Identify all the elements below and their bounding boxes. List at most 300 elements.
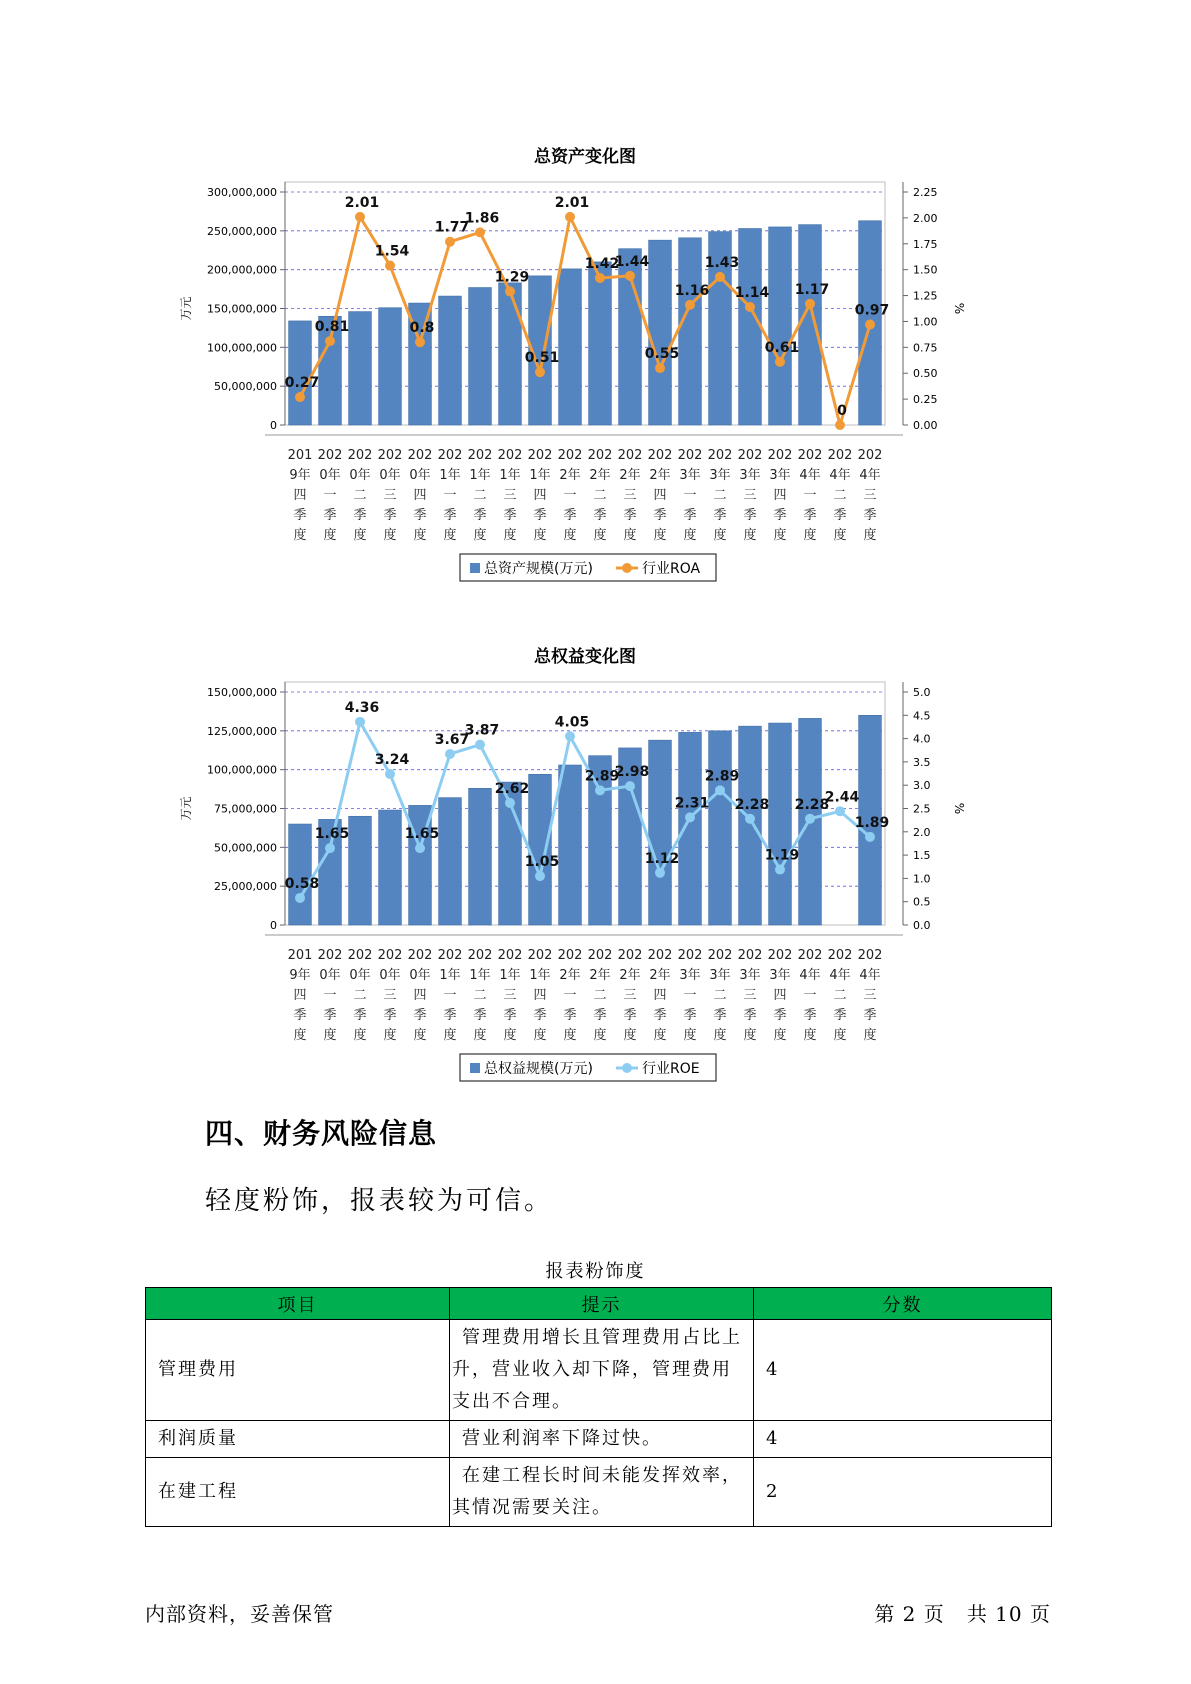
x-tick-label: 季 [443, 508, 457, 523]
x-tick-label: 三 [863, 988, 877, 1003]
y-tick-label: 0 [270, 419, 277, 432]
bar [469, 288, 492, 425]
bar [589, 262, 612, 425]
line-point [625, 271, 635, 281]
x-tick-label: 度 [293, 528, 307, 543]
row-score: 2 [754, 1458, 1052, 1527]
line-point [415, 337, 425, 347]
x-tick-label: 202 [767, 448, 793, 463]
y2-tick-label: 3.5 [913, 755, 931, 769]
legend-bar-swatch [470, 1063, 480, 1073]
data-label: 1.42 [584, 255, 620, 272]
x-tick-label: 202 [377, 448, 403, 463]
x-tick-label: 季 [473, 508, 487, 523]
line-point [805, 299, 815, 309]
x-tick-label: 季 [593, 508, 607, 523]
footer-page-number: 第 2 页 共 10 页 [874, 1602, 1051, 1626]
data-label: 2.62 [494, 780, 530, 797]
x-tick-label: 季 [353, 1008, 367, 1023]
x-tick-label: 四 [533, 488, 547, 503]
data-label: 3.67 [434, 731, 470, 748]
x-tick-label: 度 [533, 1028, 547, 1043]
x-tick-label: 度 [593, 1028, 607, 1043]
x-tick-label: 202 [737, 448, 763, 463]
x-tick-label: 202 [317, 448, 343, 463]
x-tick-label: 季 [653, 1008, 667, 1023]
x-tick-label: 一 [683, 988, 697, 1003]
x-tick-label: 二 [833, 988, 847, 1003]
x-tick-label: 一 [443, 488, 457, 503]
x-tick-label: 3年 [769, 468, 791, 483]
x-tick-label: 1年 [499, 968, 521, 983]
bar [769, 723, 792, 925]
bar [739, 726, 762, 925]
line-point [505, 798, 515, 808]
x-tick-label: 季 [563, 1008, 577, 1023]
line-point [685, 300, 695, 310]
row-item: 管理费用 [146, 1320, 450, 1421]
x-tick-label: 度 [803, 1028, 817, 1043]
data-label: 0.58 [284, 875, 320, 892]
bar [349, 816, 372, 925]
x-tick-label: 1年 [499, 468, 521, 483]
x-tick-label: 202 [707, 948, 733, 963]
x-tick-label: 度 [833, 528, 847, 543]
line-point [565, 731, 575, 741]
bar [559, 269, 582, 425]
bar [469, 788, 492, 925]
x-tick-label: 度 [713, 528, 727, 543]
data-label: 2.28 [794, 796, 830, 813]
line-point [505, 286, 515, 296]
data-label: 1.12 [644, 850, 680, 867]
line-point [355, 717, 365, 727]
x-tick-label: 0年 [319, 968, 341, 983]
x-tick-label: 度 [383, 1028, 397, 1043]
y2-tick-label: 1.25 [913, 289, 938, 303]
x-tick-label: 1年 [439, 968, 461, 983]
data-label: 1.44 [614, 253, 650, 270]
x-tick-label: 度 [653, 1028, 667, 1043]
line-point [775, 357, 785, 367]
x-tick-label: 202 [557, 448, 583, 463]
x-tick-label: 2年 [649, 968, 671, 983]
x-tick-label: 季 [503, 508, 517, 523]
x-tick-label: 季 [383, 1008, 397, 1023]
x-tick-label: 度 [563, 528, 577, 543]
line-point [715, 272, 725, 282]
data-label: 3.87 [464, 722, 500, 739]
x-tick-label: 三 [623, 488, 637, 503]
x-tick-label: 度 [683, 1028, 697, 1043]
line-point [745, 302, 755, 312]
line-point [595, 785, 605, 795]
bar [649, 240, 672, 425]
x-tick-label: 202 [437, 948, 463, 963]
x-tick-label: 2年 [619, 968, 641, 983]
x-tick-label: 四 [773, 988, 787, 1003]
x-tick-label: 202 [587, 948, 613, 963]
x-tick-label: 度 [383, 528, 397, 543]
x-tick-label: 四 [533, 988, 547, 1003]
x-tick-label: 202 [467, 948, 493, 963]
y-tick-label: 150,000,000 [207, 686, 277, 699]
row-item: 在建工程 [146, 1458, 450, 1527]
data-label: 1.16 [674, 282, 710, 299]
x-tick-label: 一 [563, 488, 577, 503]
bar [499, 283, 522, 425]
x-tick-label: 度 [713, 1028, 727, 1043]
x-tick-label: 202 [857, 448, 883, 463]
x-tick-label: 季 [713, 1008, 727, 1023]
table-row [146, 1320, 1052, 1421]
y2-tick-label: 2.25 [913, 186, 938, 199]
x-tick-label: 季 [443, 1008, 457, 1023]
x-tick-label: 3年 [739, 468, 761, 483]
x-tick-label: 202 [407, 448, 433, 463]
line-point [325, 336, 335, 346]
line-point [385, 261, 395, 271]
line-point [625, 781, 635, 791]
row-item: 利润质量 [146, 1421, 450, 1458]
header-item: 项目 [146, 1288, 450, 1320]
x-tick-label: 四 [293, 988, 307, 1003]
total-equity-chart [170, 640, 970, 1100]
x-tick-label: 202 [647, 448, 673, 463]
x-tick-label: 9年 [289, 468, 311, 483]
x-tick-label: 1年 [469, 968, 491, 983]
x-tick-label: 一 [803, 488, 817, 503]
x-tick-label: 202 [527, 448, 553, 463]
x-tick-label: 0年 [319, 468, 341, 483]
bar [529, 774, 552, 925]
line-point [325, 843, 335, 853]
x-tick-label: 202 [767, 948, 793, 963]
x-tick-label: 二 [473, 488, 487, 503]
y-tick-label: 50,000,000 [214, 841, 277, 855]
x-tick-label: 季 [293, 508, 307, 523]
x-tick-label: 2年 [619, 468, 641, 483]
bar [739, 229, 762, 425]
x-tick-label: 季 [383, 508, 397, 523]
legend-bar-label: 总权益规模(万元) [484, 1061, 593, 1077]
legend-bar-label: 总资产规模(万元) [484, 561, 593, 577]
x-tick-label: 季 [593, 1008, 607, 1023]
line-point [535, 367, 545, 377]
x-tick-label: 四 [293, 488, 307, 503]
x-tick-label: 202 [677, 448, 703, 463]
legend-line-marker [622, 1063, 632, 1073]
line-point [595, 273, 605, 283]
x-tick-label: 4年 [829, 968, 851, 983]
y2-tick-label: 4.0 [913, 732, 931, 746]
x-tick-label: 季 [533, 508, 547, 523]
total-assets-chart [170, 140, 970, 600]
x-tick-label: 一 [323, 988, 337, 1003]
x-tick-label: 季 [653, 508, 667, 523]
x-tick-label: 四 [653, 488, 667, 503]
x-tick-label: 3年 [709, 968, 731, 983]
line-point [775, 865, 785, 875]
y-tick-label: 50,000,000 [214, 380, 277, 394]
x-tick-label: 季 [833, 508, 847, 523]
x-tick-label: 0年 [349, 968, 371, 983]
x-tick-label: 度 [593, 528, 607, 543]
x-tick-label: 季 [803, 1008, 817, 1023]
line-point [535, 871, 545, 881]
x-tick-label: 二 [713, 988, 727, 1003]
x-tick-label: 0年 [379, 468, 401, 483]
x-tick-label: 二 [473, 988, 487, 1003]
x-tick-label: 3年 [769, 968, 791, 983]
legend-bar-swatch [470, 563, 480, 573]
x-tick-label: 季 [503, 1008, 517, 1023]
x-tick-label: 季 [323, 508, 337, 523]
y2-tick-label: 2.5 [913, 802, 931, 816]
x-tick-label: 度 [323, 1028, 337, 1043]
bar [679, 238, 702, 425]
x-tick-label: 三 [743, 488, 757, 503]
x-tick-label: 二 [353, 988, 367, 1003]
risk-table [145, 1287, 1052, 1527]
line-point [835, 806, 845, 816]
x-tick-label: 9年 [289, 968, 311, 983]
x-tick-label: 三 [863, 488, 877, 503]
bar [349, 312, 372, 425]
data-label: 1.65 [314, 826, 350, 843]
x-tick-label: 0年 [349, 468, 371, 483]
line-point [475, 227, 485, 237]
x-tick-label: 201 [287, 948, 313, 963]
bar [289, 321, 312, 425]
x-tick-label: 202 [737, 948, 763, 963]
bar [649, 740, 672, 925]
x-tick-label: 度 [623, 528, 637, 543]
chart-title: 总资产变化图 [534, 147, 636, 167]
y2-tick-label: 0.75 [913, 341, 938, 355]
x-tick-label: 0年 [409, 968, 431, 983]
x-tick-label: 季 [353, 508, 367, 523]
data-label: 3.24 [374, 752, 410, 769]
y2-tick-label: 3.0 [913, 779, 931, 793]
data-label: 2.98 [614, 764, 650, 781]
data-label: 1.29 [494, 269, 530, 286]
data-label: 1.65 [404, 826, 440, 843]
y2-tick-label: 0.00 [913, 419, 938, 432]
data-label: 0 [837, 403, 847, 419]
y2-tick-label: 0.25 [913, 393, 938, 407]
x-tick-label: 二 [593, 488, 607, 503]
data-label: 1.19 [764, 847, 800, 864]
x-tick-label: 度 [803, 528, 817, 543]
x-tick-label: 三 [383, 488, 397, 503]
line-point [295, 392, 305, 402]
x-tick-label: 202 [827, 948, 853, 963]
y2-tick-label: 0.0 [913, 919, 931, 932]
x-tick-label: 二 [593, 988, 607, 1003]
x-tick-label: 度 [503, 528, 517, 543]
x-tick-label: 二 [353, 488, 367, 503]
y2-tick-label: 1.00 [913, 315, 938, 329]
x-tick-label: 度 [653, 528, 667, 543]
y-axis-label: 万元 [179, 796, 193, 821]
x-tick-label: 度 [323, 528, 337, 543]
y2-tick-label: 4.5 [913, 709, 931, 723]
x-tick-label: 202 [497, 948, 523, 963]
line-point [415, 843, 425, 853]
row-hint: 营业利润率下降过快。 [450, 1421, 754, 1458]
y2-tick-label: 0.50 [913, 367, 938, 381]
data-label: 1.43 [704, 254, 740, 271]
x-tick-label: 2年 [649, 468, 671, 483]
x-tick-label: 201 [287, 448, 313, 463]
y-tick-label: 0 [270, 919, 277, 932]
data-label: 2.01 [344, 194, 380, 211]
x-tick-label: 202 [617, 948, 643, 963]
x-tick-label: 4年 [859, 468, 881, 483]
x-tick-label: 度 [773, 1028, 787, 1043]
data-label: 1.05 [524, 854, 560, 871]
x-tick-label: 度 [743, 528, 757, 543]
y2-tick-label: 5.0 [913, 686, 931, 699]
x-tick-label: 季 [833, 1008, 847, 1023]
line-point [565, 212, 575, 222]
x-tick-label: 季 [413, 508, 427, 523]
data-label: 2.31 [674, 795, 710, 812]
x-tick-label: 202 [467, 448, 493, 463]
bar [379, 308, 402, 425]
line-point [865, 832, 875, 842]
x-tick-label: 度 [473, 1028, 487, 1043]
x-tick-label: 3年 [709, 468, 731, 483]
section-title: 四、财务风险信息 [205, 1117, 438, 1150]
row-hint: 管理费用增长且管理费用占比上升，营业收入却下降，管理费用支出不合理。 [450, 1320, 754, 1421]
data-label: 1.86 [464, 210, 500, 227]
x-tick-label: 四 [653, 988, 667, 1003]
line-point [445, 237, 455, 247]
x-tick-label: 202 [857, 948, 883, 963]
x-tick-label: 202 [437, 448, 463, 463]
row-hint: 在建工程长时间未能发挥效率，其情况需要关注。 [450, 1458, 754, 1527]
x-tick-label: 202 [527, 948, 553, 963]
x-tick-label: 4年 [829, 468, 851, 483]
footer-confidential: 内部资料，妥善保管 [145, 1602, 334, 1626]
line-point [445, 749, 455, 759]
data-label: 4.36 [344, 699, 380, 716]
x-tick-label: 度 [743, 1028, 757, 1043]
x-tick-label: 三 [503, 488, 517, 503]
y2-tick-label: 1.0 [913, 872, 931, 886]
x-tick-label: 季 [293, 1008, 307, 1023]
data-label: 1.14 [734, 284, 770, 301]
data-label: 0.97 [854, 302, 890, 319]
x-tick-label: 二 [833, 488, 847, 503]
x-tick-label: 一 [443, 988, 457, 1003]
x-tick-label: 季 [323, 1008, 337, 1023]
x-tick-label: 202 [377, 948, 403, 963]
row-score: 4 [754, 1320, 1052, 1421]
line-point [295, 893, 305, 903]
x-tick-label: 季 [863, 1008, 877, 1023]
data-label: 0.61 [764, 339, 800, 356]
y-tick-label: 300,000,000 [207, 186, 277, 199]
bar [379, 810, 402, 925]
x-tick-label: 度 [863, 1028, 877, 1043]
data-label: 1.54 [374, 243, 410, 260]
x-tick-label: 度 [353, 528, 367, 543]
data-label: 2.44 [824, 789, 860, 806]
x-tick-label: 季 [743, 1008, 757, 1023]
x-tick-label: 202 [647, 948, 673, 963]
x-tick-label: 4年 [799, 968, 821, 983]
chart-title: 总权益变化图 [534, 647, 636, 667]
header-score: 分数 [754, 1288, 1052, 1320]
data-label: 2.89 [704, 768, 740, 785]
x-tick-label: 202 [707, 448, 733, 463]
line-point [355, 212, 365, 222]
line-point [475, 740, 485, 750]
x-tick-label: 2年 [559, 468, 581, 483]
line-point [835, 420, 845, 430]
x-tick-label: 四 [413, 488, 427, 503]
x-tick-label: 一 [323, 488, 337, 503]
x-tick-label: 四 [773, 488, 787, 503]
y2-tick-label: 2.00 [913, 211, 938, 225]
line-point [865, 320, 875, 330]
x-tick-label: 度 [773, 528, 787, 543]
y-tick-label: 250,000,000 [207, 224, 277, 238]
line-point [655, 868, 665, 878]
y2-axis-label: % [952, 802, 966, 815]
x-tick-label: 1年 [529, 468, 551, 483]
table-header-row [146, 1288, 1052, 1320]
x-tick-label: 一 [683, 488, 697, 503]
line-point [385, 769, 395, 779]
x-tick-label: 一 [803, 988, 817, 1003]
x-tick-label: 二 [713, 488, 727, 503]
x-tick-label: 202 [797, 448, 823, 463]
x-tick-label: 202 [557, 948, 583, 963]
line-point [745, 814, 755, 824]
data-label: 1.77 [434, 219, 470, 236]
bar [799, 225, 822, 425]
data-label: 0.55 [644, 346, 680, 363]
x-tick-label: 4年 [799, 468, 821, 483]
section-summary: 轻度粉饰，报表较为可信。 [205, 1186, 554, 1216]
x-tick-label: 季 [863, 508, 877, 523]
y-tick-label: 200,000,000 [207, 263, 277, 277]
x-tick-label: 1年 [439, 468, 461, 483]
x-tick-label: 度 [293, 1028, 307, 1043]
x-tick-label: 202 [347, 948, 373, 963]
y2-tick-label: 1.5 [913, 849, 931, 863]
x-tick-label: 季 [743, 508, 757, 523]
data-label: 4.05 [554, 714, 590, 731]
x-tick-label: 2年 [589, 968, 611, 983]
table-row [146, 1458, 1052, 1527]
data-label: 1.89 [854, 814, 890, 831]
x-tick-label: 度 [473, 528, 487, 543]
x-tick-label: 四 [413, 988, 427, 1003]
x-tick-label: 季 [563, 508, 577, 523]
x-tick-label: 度 [353, 1028, 367, 1043]
data-label: 2.01 [554, 194, 590, 211]
x-tick-label: 3年 [739, 968, 761, 983]
data-label: 0.81 [314, 319, 350, 336]
table-caption: 报表粉饰度 [545, 1261, 646, 1282]
x-tick-label: 度 [683, 528, 697, 543]
x-tick-label: 度 [563, 1028, 577, 1043]
